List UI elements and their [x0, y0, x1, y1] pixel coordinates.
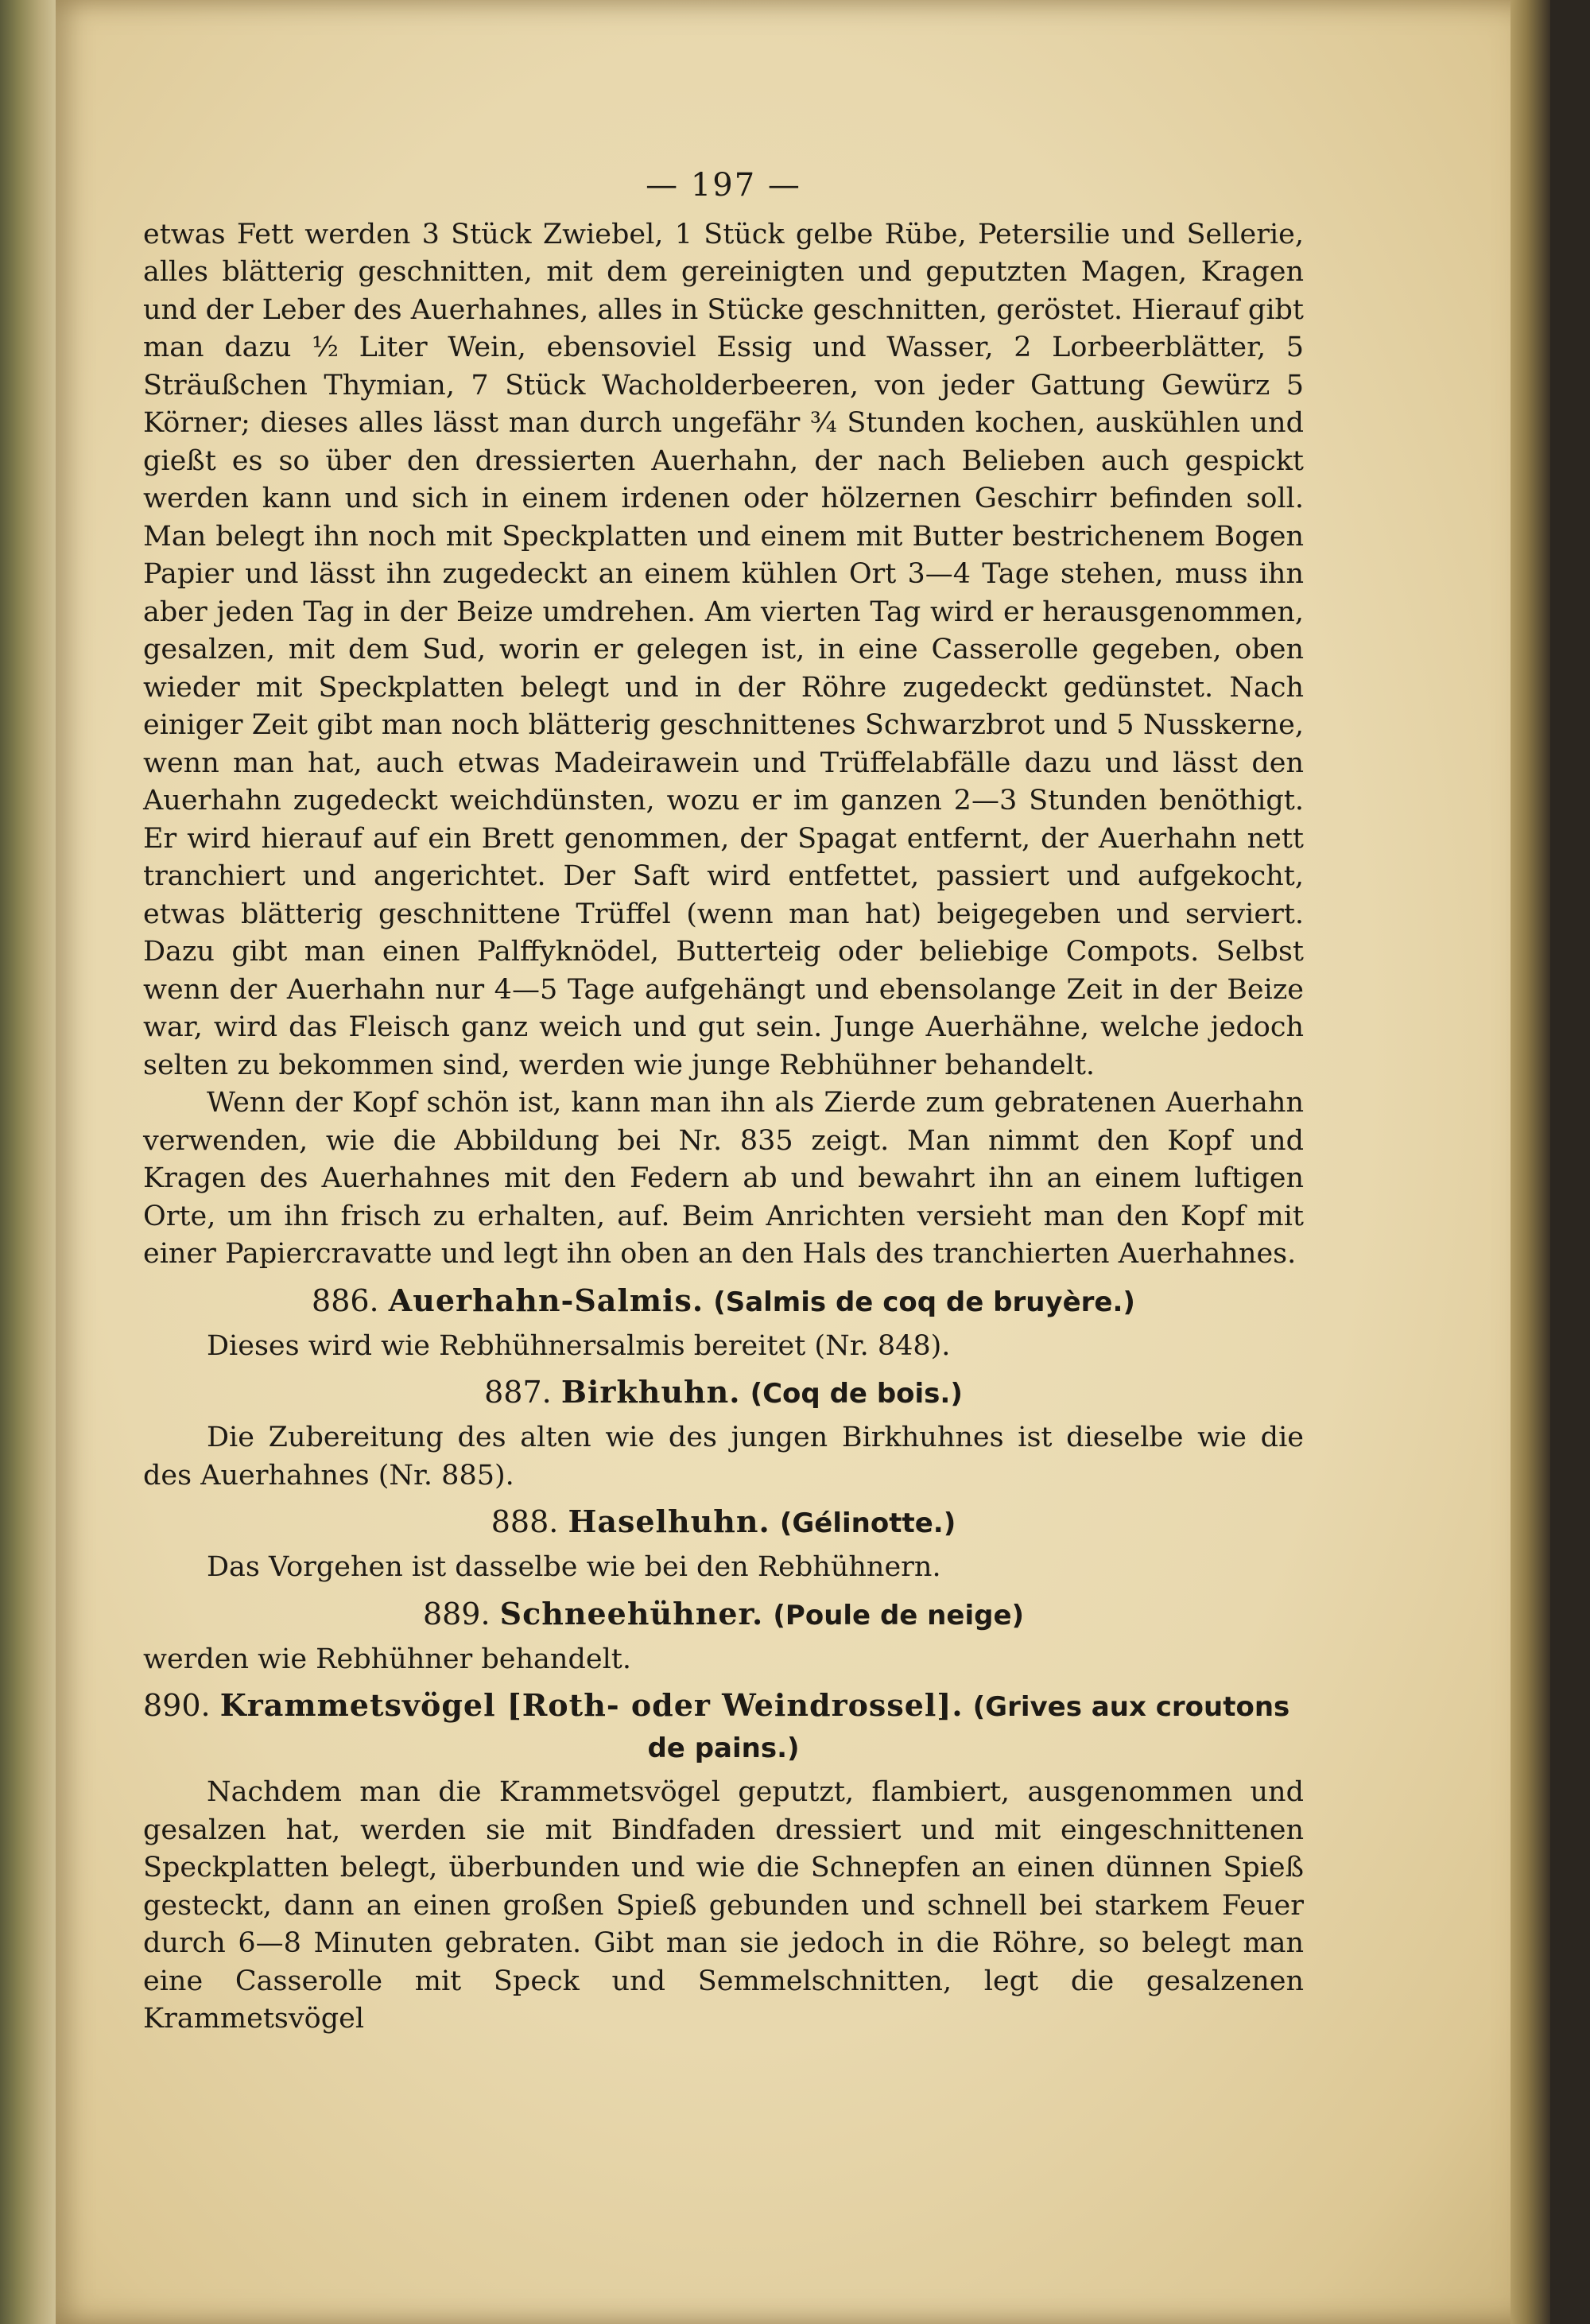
recipe-heading-889	[143, 1593, 1304, 1636]
paragraph-auerhahn-method: etwas Fett werden 3 Stück Zwiebel, 1 Stück gelbe Rübe, Petersilie und Sellerie, alles blätterig geschnitten, mit dem gereinigten und geputzten Magen, Kragen und der Leber des Auerhahnes, alles in Stücke geschnitten, geröstet. Hierauf gibt man dazu ½ Liter Wein, ebensoviel Essig und Wasser, 2 Lorbeerblätter, 5 Sträußchen Thymian, 7 Stück Wacholderbeeren, von jeder Gattung Gewürz 5 Körner; dieses alles lässt man durch ungefähr ¾ Stunden kochen, auskühlen und gießt es so über den dressierten Auerhahn, der nach Belieben auch gespickt werden kann und sich in einem irdenen oder hölzernen Geschirr befinden soll. Man belegt ihn noch mit Speckplatten und einem mit Butter bestrichenem Bogen Papier und lässt ihn zugedeckt an einem kühlen Ort 3—4 Tage stehen, muss ihn aber jeden Tag in der Beize umdrehen. Am vierten Tag wird er herausgenommen, gesalzen, mit dem Sud, worin er gelegen ist, in eine Casserolle gegeben, oben wieder mit Speckplatten belegt und in der Röhre zugedeckt gedünstet. Nach einiger Zeit gibt man noch blätterig geschnittenes Schwarzbrot und 5 Nusskerne, wenn man hat, auch etwas Madeirawein und Trüffelabfälle dazu und lässt den Auerhahn zugedeckt weichdünsten, wozu er im ganzen 2—3 Stunden benöthigt. Er wird hierauf auf ein Brett genommen, der Spagat entfernt, der Auerhahn nett tranchiert und angerichtet. Der Saft wird entfettet, passiert und aufgekocht, etwas blätterig geschnittene Trüffel (wenn man hat) beigegeben und serviert. Dazu gibt man einen Palffyknödel, Butterteig oder beliebige Compots. Selbst wenn der Auerhahn nur 4—5 Tage aufgehängt und ebensolange Zeit in der Beize war, wird das Fleisch ganz weich und gut sein. Junge Auerhähne, welche jedoch selten zu bekommen sind, werden wie junge Rebhühner behandelt.	[143, 218, 1304, 1081]
recipe-heading-888	[143, 1501, 1304, 1544]
recipe-heading-886	[143, 1280, 1304, 1323]
book-spine	[0, 0, 56, 2324]
page-edge	[1510, 0, 1550, 2324]
recipe-number: 889.	[422, 1596, 491, 1631]
recipe-title-de: Haselhuhn.	[568, 1503, 770, 1539]
recipe-number: 887.	[484, 1375, 552, 1410]
recipe-text-886: Dieses wird wie Rebhühnersalmis bereitet (Nr. 848).	[207, 1329, 951, 1362]
recipe-number: 888.	[491, 1504, 559, 1539]
recipe-text-888: Das Vorgehen ist dasselbe wie bei den Rebhühnern.	[207, 1551, 941, 1583]
recipe-number: 886.	[312, 1282, 379, 1318]
recipe-title-fr: (Salmis de coq de bruyère.)	[713, 1286, 1135, 1318]
recipe-title-fr: (Poule de neige)	[773, 1599, 1025, 1631]
recipe-title-de: Birkhuhn.	[560, 1374, 741, 1410]
recipe-title-fr: (Gélinotte.)	[779, 1507, 956, 1539]
recipe-title-fr: (Grives aux croutons	[972, 1691, 1290, 1723]
recipe-title-de: Auerhahn-Salmis.	[388, 1282, 704, 1318]
recipe-title-de: Schneehühner.	[499, 1595, 764, 1631]
recipe-number: 890.	[143, 1688, 211, 1723]
recipe-title-de: Krammetsvögel [Roth- oder Weindrossel].	[219, 1687, 964, 1723]
recipe-text-887: Die Zubereitung des alten wie des jungen Birkhuhnes ist dieselbe wie die des Auerhahnes (Nr. 885).	[143, 1422, 1304, 1492]
recipe-title-fr-continued: de pains.)	[647, 1732, 800, 1764]
paragraph-auerhahn-head: Wenn der Kopf schön ist, kann man ihn als Zierde zum gebratenen Auerhahn verwenden, wie die Abbildung bei Nr. 835 zeigt. Man nimmt den Kopf und Kragen des Auerhahnes mit den Federn ab und bewahrt ihn an einem luftigen Orte, um ihn frisch zu erhalten, auf. Beim Anrichten versieht man den Kopf mit einer Papiercravatte und legt ihn oben an den Hals des tranchierten Auerhahnes.	[143, 1087, 1304, 1270]
recipe-text-889: werden wie Rebhühner behandelt.	[143, 1643, 631, 1675]
page-content	[143, 167, 1304, 2039]
recipe-heading-887	[143, 1372, 1304, 1414]
recipe-heading-890	[143, 1685, 1304, 1769]
recipe-text-890: Nachdem man die Krammetsvögel geputzt, flambiert, ausgenommen und gesalzen hat, werden sie mit Bindfaden dressiert und mit eingeschnittenen Speckplatten belegt, überbunden und wie die Schnepfen an einen dünnen Spieß gesteckt, dann an einen großen Spieß gebunden und schnell bei starkem Feuer durch 6—8 Minuten gebraten. Gibt man sie jedoch in die Röhre, so belegt man eine Casserolle mit Speck und Semmelschnitten, legt die gesalzenen Krammetsvögel	[143, 1776, 1304, 2035]
recipe-title-fr: (Coq de bois.)	[750, 1378, 963, 1410]
page-number: — 197 —	[646, 167, 801, 204]
